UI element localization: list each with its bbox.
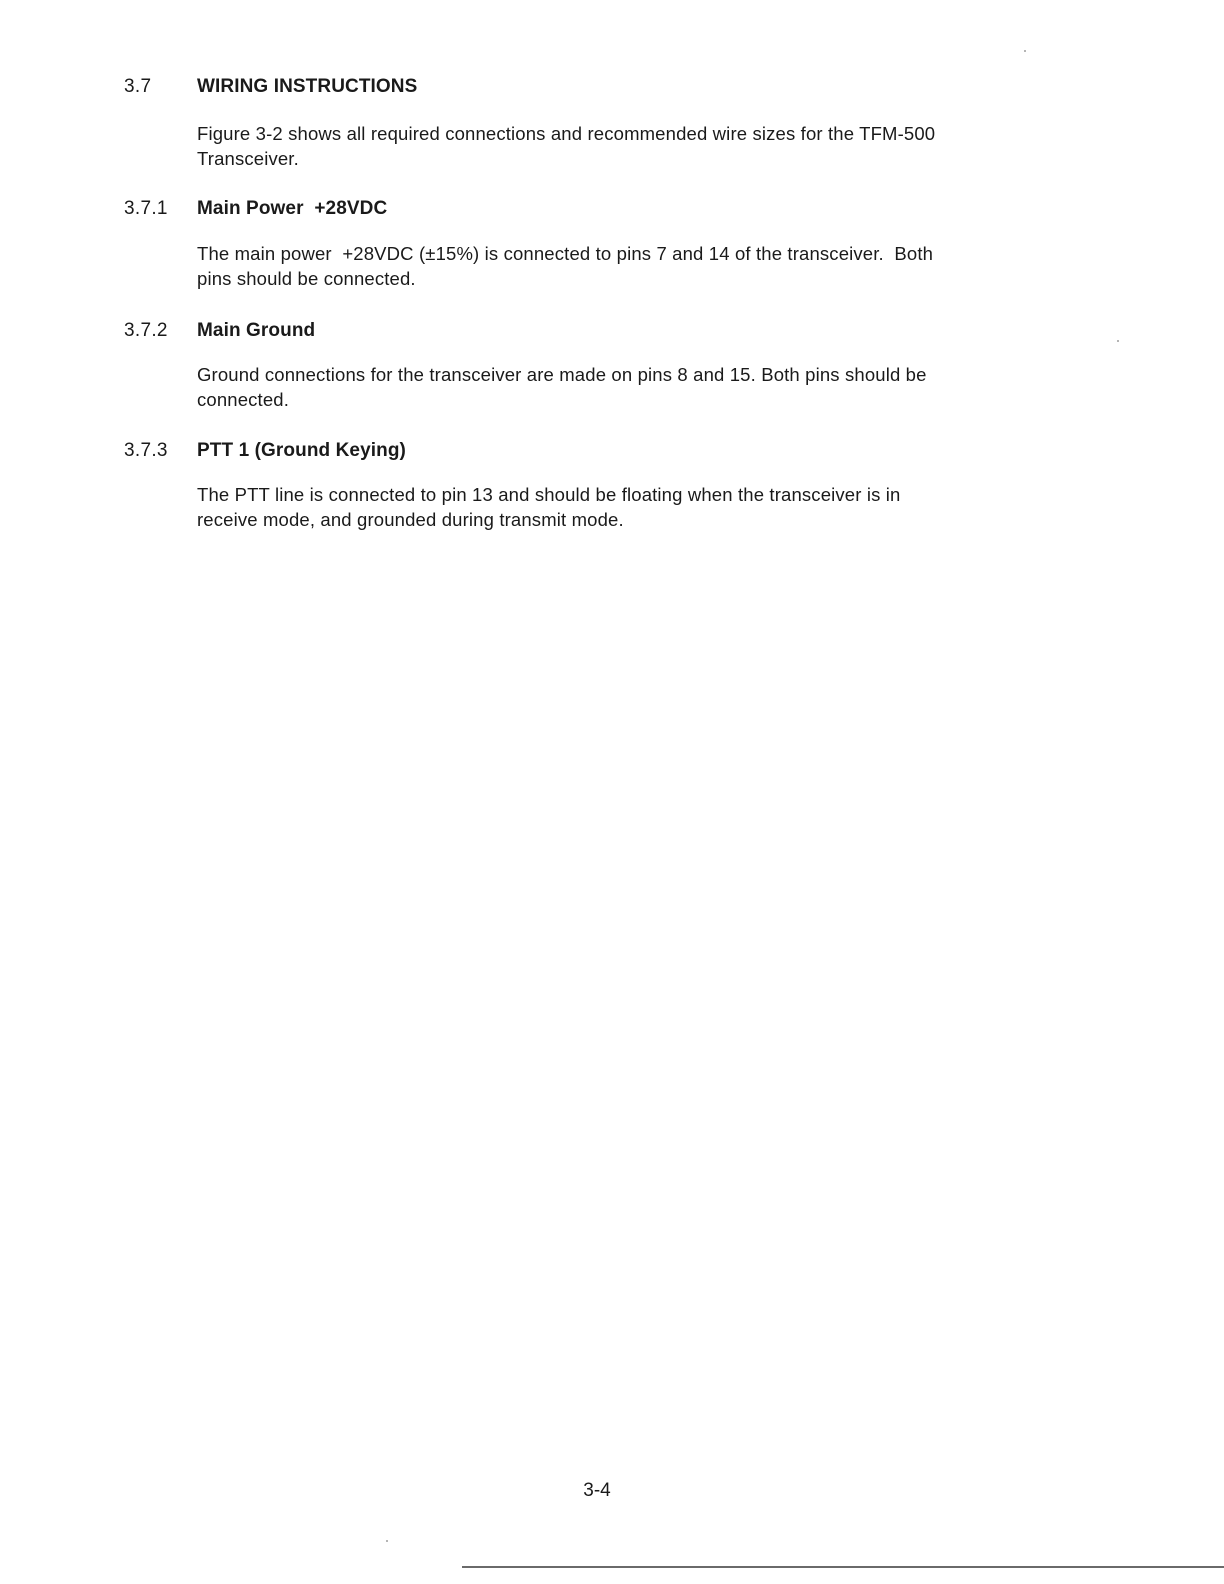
body-line: connected. (197, 389, 290, 410)
section-number: 3.7.1 (124, 198, 168, 219)
scan-speck (386, 1540, 388, 1542)
scan-speck (1024, 50, 1026, 52)
section-heading: Main Ground (197, 320, 316, 341)
body-line: receive mode, and grounded during transmit mode. (197, 509, 624, 530)
section-body (197, 482, 1057, 532)
body-line: Transceiver. (197, 148, 299, 169)
section-body (197, 121, 1057, 171)
body-line: pins should be connected. (197, 268, 416, 289)
section-body (197, 362, 1057, 412)
body-line: The PTT line is connected to pin 13 and should be floating when the transceiver is in (197, 484, 901, 505)
section-number: 3.7.3 (124, 440, 168, 461)
section-heading: WIRING INSTRUCTIONS (197, 76, 418, 97)
section-number: 3.7.2 (124, 320, 168, 341)
page-number: 3-4 (583, 1480, 611, 1501)
section-number: 3.7 (124, 76, 152, 97)
body-line: The main power +28VDC (±15%) is connected to pins 7 and 14 of the transceiver. Both (197, 243, 934, 264)
section-heading: PTT 1 (Ground Keying) (197, 440, 406, 461)
section-body (197, 241, 1057, 291)
body-line: Ground connections for the transceiver are made on pins 8 and 15. Both pins should be (197, 364, 927, 385)
body-line: Figure 3-2 shows all required connections and recommended wire sizes for the TFM-500 (197, 123, 936, 144)
bottom-rule (462, 1566, 1224, 1568)
scan-speck (1117, 340, 1119, 342)
section-heading: Main Power +28VDC (197, 198, 388, 219)
